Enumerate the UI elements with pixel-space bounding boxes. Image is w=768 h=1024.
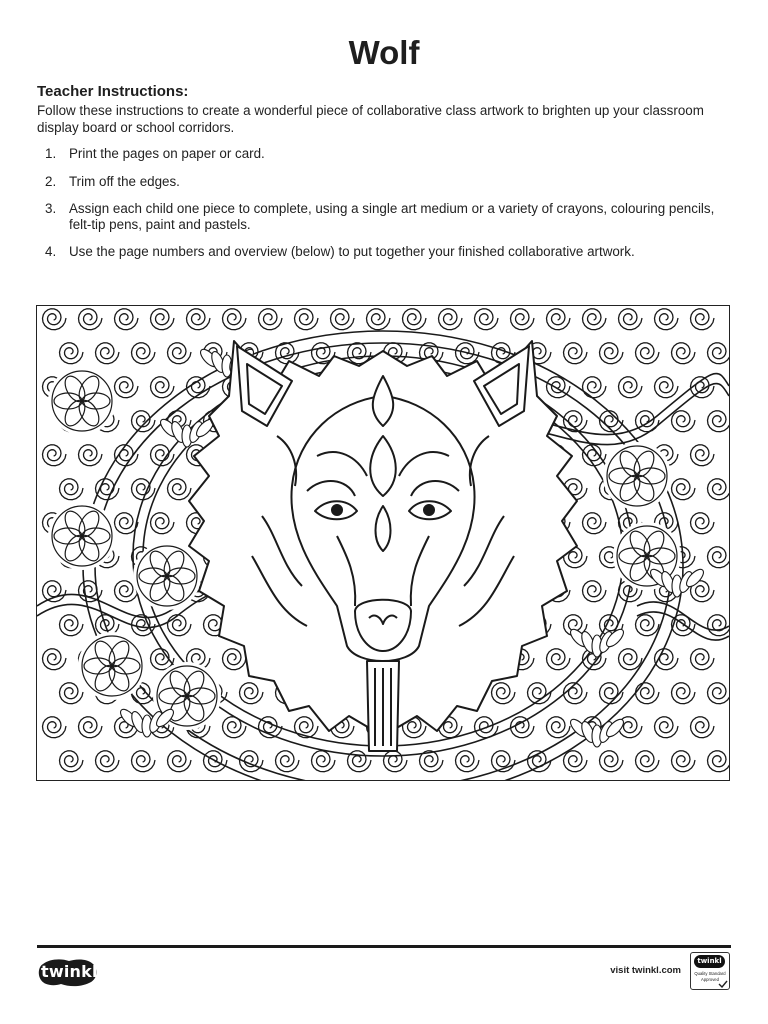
swirl bbox=[96, 343, 120, 364]
leaf-sprig bbox=[158, 417, 216, 447]
step-text: Print the pages on paper or card. bbox=[69, 146, 265, 161]
swirl bbox=[672, 343, 696, 364]
badge-logo: twinkl bbox=[694, 955, 725, 968]
instructions-heading: Teacher Instructions: bbox=[37, 83, 189, 100]
swirl bbox=[475, 309, 499, 330]
swirl bbox=[672, 479, 696, 500]
swirl bbox=[691, 445, 715, 466]
swirl bbox=[708, 411, 730, 432]
twinkl-logo-text: twinkl bbox=[41, 962, 98, 981]
swirl bbox=[151, 377, 175, 398]
swirl bbox=[708, 683, 730, 704]
swirl bbox=[240, 683, 264, 704]
swirl bbox=[547, 649, 571, 670]
swirl bbox=[132, 343, 156, 364]
swirl bbox=[259, 309, 283, 330]
step-number: 3. bbox=[45, 201, 57, 216]
swirl bbox=[60, 479, 84, 500]
swirl bbox=[583, 581, 607, 602]
swirl bbox=[79, 717, 103, 738]
swirl bbox=[60, 343, 84, 364]
leaf-sprig bbox=[568, 717, 626, 747]
knot-medallion bbox=[133, 542, 201, 610]
swirl bbox=[43, 309, 67, 330]
step-number: 1. bbox=[45, 146, 57, 161]
swirl bbox=[276, 751, 300, 772]
swirl bbox=[132, 751, 156, 772]
swirl bbox=[60, 615, 84, 636]
badge-line-1: Quality Standard bbox=[694, 971, 726, 976]
leaf-sprig bbox=[568, 627, 626, 657]
step-text: Use the page numbers and overview (below) to put together your finished collaborative artwork. bbox=[69, 244, 635, 259]
step-text: Assign each child one piece to complete, using a single art medium or a variety of crayons, colouring pencils, felt-tip pens, paint and pastels. bbox=[69, 201, 715, 232]
swirl bbox=[403, 309, 427, 330]
swirl bbox=[312, 751, 336, 772]
quality-standard-badge bbox=[690, 952, 732, 992]
knot-medallion bbox=[48, 502, 116, 570]
swirl bbox=[223, 649, 247, 670]
knot-medallion bbox=[78, 632, 146, 700]
instruction-step bbox=[37, 244, 717, 260]
swirl bbox=[708, 479, 730, 500]
swirl bbox=[600, 751, 624, 772]
instruction-step bbox=[37, 201, 717, 232]
swirl bbox=[708, 615, 730, 636]
swirl bbox=[187, 309, 211, 330]
swirl bbox=[583, 513, 607, 534]
step-number: 2. bbox=[45, 173, 57, 189]
swirl bbox=[295, 309, 319, 330]
swirl bbox=[636, 751, 660, 772]
swirl bbox=[168, 343, 192, 364]
swirl bbox=[672, 683, 696, 704]
swirl bbox=[43, 717, 67, 738]
swirl bbox=[60, 751, 84, 772]
wolf-illustration bbox=[37, 306, 729, 780]
swirl bbox=[636, 683, 660, 704]
swirl bbox=[547, 717, 571, 738]
swirl bbox=[672, 411, 696, 432]
instruction-steps bbox=[37, 146, 717, 272]
swirl bbox=[636, 411, 660, 432]
swirl bbox=[115, 377, 139, 398]
swirl bbox=[295, 717, 319, 738]
swirl bbox=[691, 717, 715, 738]
swirl bbox=[636, 343, 660, 364]
step-number: 4. bbox=[45, 244, 57, 259]
swirl bbox=[600, 343, 624, 364]
swirl bbox=[151, 309, 175, 330]
swirl bbox=[331, 309, 355, 330]
wolf-colouring-artwork bbox=[36, 305, 730, 781]
badge-line-2: Approved bbox=[701, 977, 719, 982]
swirl bbox=[655, 717, 679, 738]
swirl bbox=[115, 309, 139, 330]
swirl bbox=[43, 445, 67, 466]
swirl bbox=[691, 309, 715, 330]
page-title: Wolf bbox=[348, 34, 420, 71]
swirl bbox=[583, 309, 607, 330]
swirl bbox=[564, 343, 588, 364]
swirl bbox=[96, 751, 120, 772]
swirl bbox=[583, 377, 607, 398]
swirl bbox=[564, 751, 588, 772]
swirl bbox=[619, 649, 643, 670]
swirl bbox=[655, 377, 679, 398]
swirl bbox=[708, 751, 730, 772]
wolf-head bbox=[189, 341, 577, 751]
swirl bbox=[223, 717, 247, 738]
knot-medallion bbox=[603, 442, 671, 510]
swirl bbox=[151, 513, 175, 534]
footer-divider bbox=[37, 945, 731, 948]
swirl bbox=[367, 309, 391, 330]
swirl bbox=[168, 751, 192, 772]
swirl bbox=[223, 309, 247, 330]
visit-website-link[interactable]: visit twinkl.com bbox=[610, 965, 681, 976]
swirl bbox=[691, 649, 715, 670]
swirl bbox=[619, 309, 643, 330]
swirl bbox=[636, 615, 660, 636]
swirl bbox=[79, 309, 103, 330]
instruction-step bbox=[37, 146, 717, 162]
swirl bbox=[511, 309, 535, 330]
swirl bbox=[547, 309, 571, 330]
swirl bbox=[384, 751, 408, 772]
knot-medallion bbox=[48, 367, 116, 435]
instruction-step bbox=[37, 174, 717, 190]
instructions-intro: Follow these instructions to create a wonderful piece of collaborative class artwork to brighten up your classroom display board or school corridors. bbox=[37, 103, 704, 135]
swirl bbox=[168, 479, 192, 500]
swirl bbox=[564, 683, 588, 704]
swirl bbox=[691, 513, 715, 534]
checkmark-icon bbox=[718, 980, 728, 988]
swirl bbox=[79, 445, 103, 466]
swirl bbox=[132, 411, 156, 432]
swirl bbox=[43, 649, 67, 670]
swirl bbox=[43, 581, 67, 602]
swirl bbox=[619, 377, 643, 398]
swirl bbox=[439, 309, 463, 330]
swirl bbox=[708, 547, 730, 568]
swirl bbox=[672, 751, 696, 772]
swirl bbox=[456, 751, 480, 772]
swirl bbox=[708, 343, 730, 364]
swirl bbox=[492, 683, 516, 704]
swirl bbox=[168, 615, 192, 636]
swirl bbox=[655, 309, 679, 330]
step-text: Trim off the edges. bbox=[69, 173, 180, 189]
swirl bbox=[60, 683, 84, 704]
